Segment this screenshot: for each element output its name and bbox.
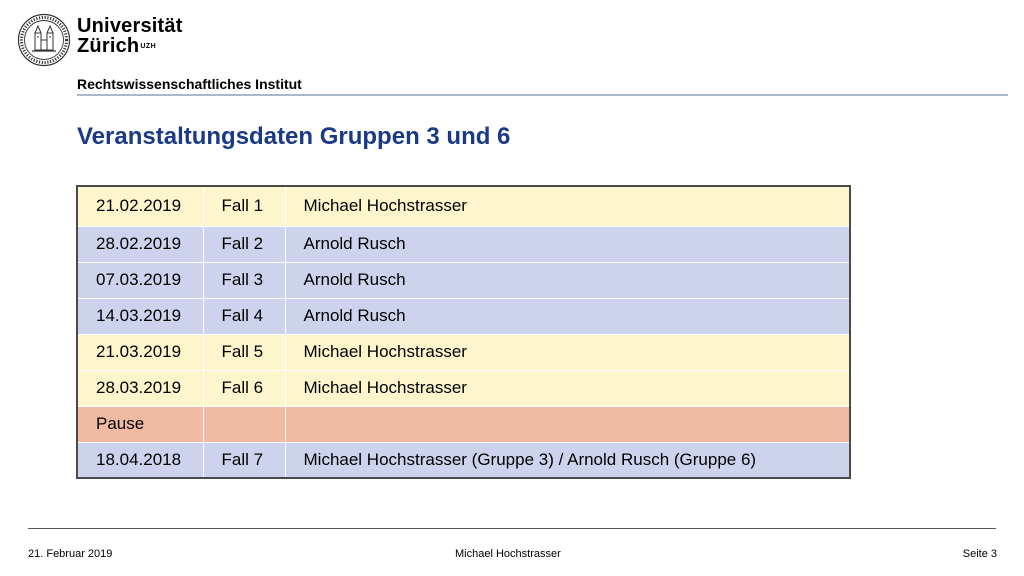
table-row xyxy=(77,442,850,478)
cell-date: 07.03.2019 xyxy=(77,262,203,298)
cell-lecturer: Arnold Rusch xyxy=(285,226,850,262)
table-row xyxy=(77,226,850,262)
cell-lecturer: Michael Hochstrasser xyxy=(285,334,850,370)
cell-case: Fall 6 xyxy=(203,370,285,406)
cell-case: Fall 7 xyxy=(203,442,285,478)
cell-case: Fall 3 xyxy=(203,262,285,298)
cell-case: Fall 4 xyxy=(203,298,285,334)
footer-divider xyxy=(28,528,996,529)
institute-name: Rechtswissenschaftliches Institut xyxy=(77,76,302,92)
university-abbreviation: UZH xyxy=(140,43,157,50)
page-title: Veranstaltungsdaten Gruppen 3 und 6 xyxy=(77,123,511,150)
cell-lecturer: Michael Hochstrasser xyxy=(285,370,850,406)
university-name-line2: Zürich xyxy=(77,35,140,57)
cell-date: 21.03.2019 xyxy=(77,334,203,370)
cell-date: 28.03.2019 xyxy=(77,370,203,406)
footer-author: Michael Hochstrasser xyxy=(455,548,561,560)
table-row xyxy=(77,298,850,334)
cell-lecturer: Michael Hochstrasser xyxy=(285,186,850,226)
table-row xyxy=(77,334,850,370)
university-seal-logo xyxy=(17,13,71,67)
table-row xyxy=(77,370,850,406)
footer-page-number: Seite 3 xyxy=(962,548,997,560)
cell-lecturer: Arnold Rusch xyxy=(285,298,850,334)
cell-case: Fall 1 xyxy=(203,186,285,226)
schedule-table xyxy=(76,185,851,479)
header-divider xyxy=(77,94,1008,96)
cell-lecturer xyxy=(285,406,850,442)
university-name-line1: Universität xyxy=(77,15,183,37)
cell-date: 18.04.2018 xyxy=(77,442,203,478)
cell-lecturer: Michael Hochstrasser (Gruppe 3) / Arnold Rusch (Gruppe 6) xyxy=(285,442,850,478)
cell-date: Pause xyxy=(77,406,203,442)
cell-lecturer: Arnold Rusch xyxy=(285,262,850,298)
table-row xyxy=(77,406,850,442)
table-row xyxy=(77,186,850,226)
footer-date: 21. Februar 2019 xyxy=(28,548,113,560)
cell-case: Fall 2 xyxy=(203,226,285,262)
cell-case: Fall 5 xyxy=(203,334,285,370)
table-row xyxy=(77,262,850,298)
cell-date: 28.02.2019 xyxy=(77,226,203,262)
cell-date: 14.03.2019 xyxy=(77,298,203,334)
university-wordmark xyxy=(77,16,183,56)
cell-case xyxy=(203,406,285,442)
cell-date: 21.02.2019 xyxy=(77,186,203,226)
